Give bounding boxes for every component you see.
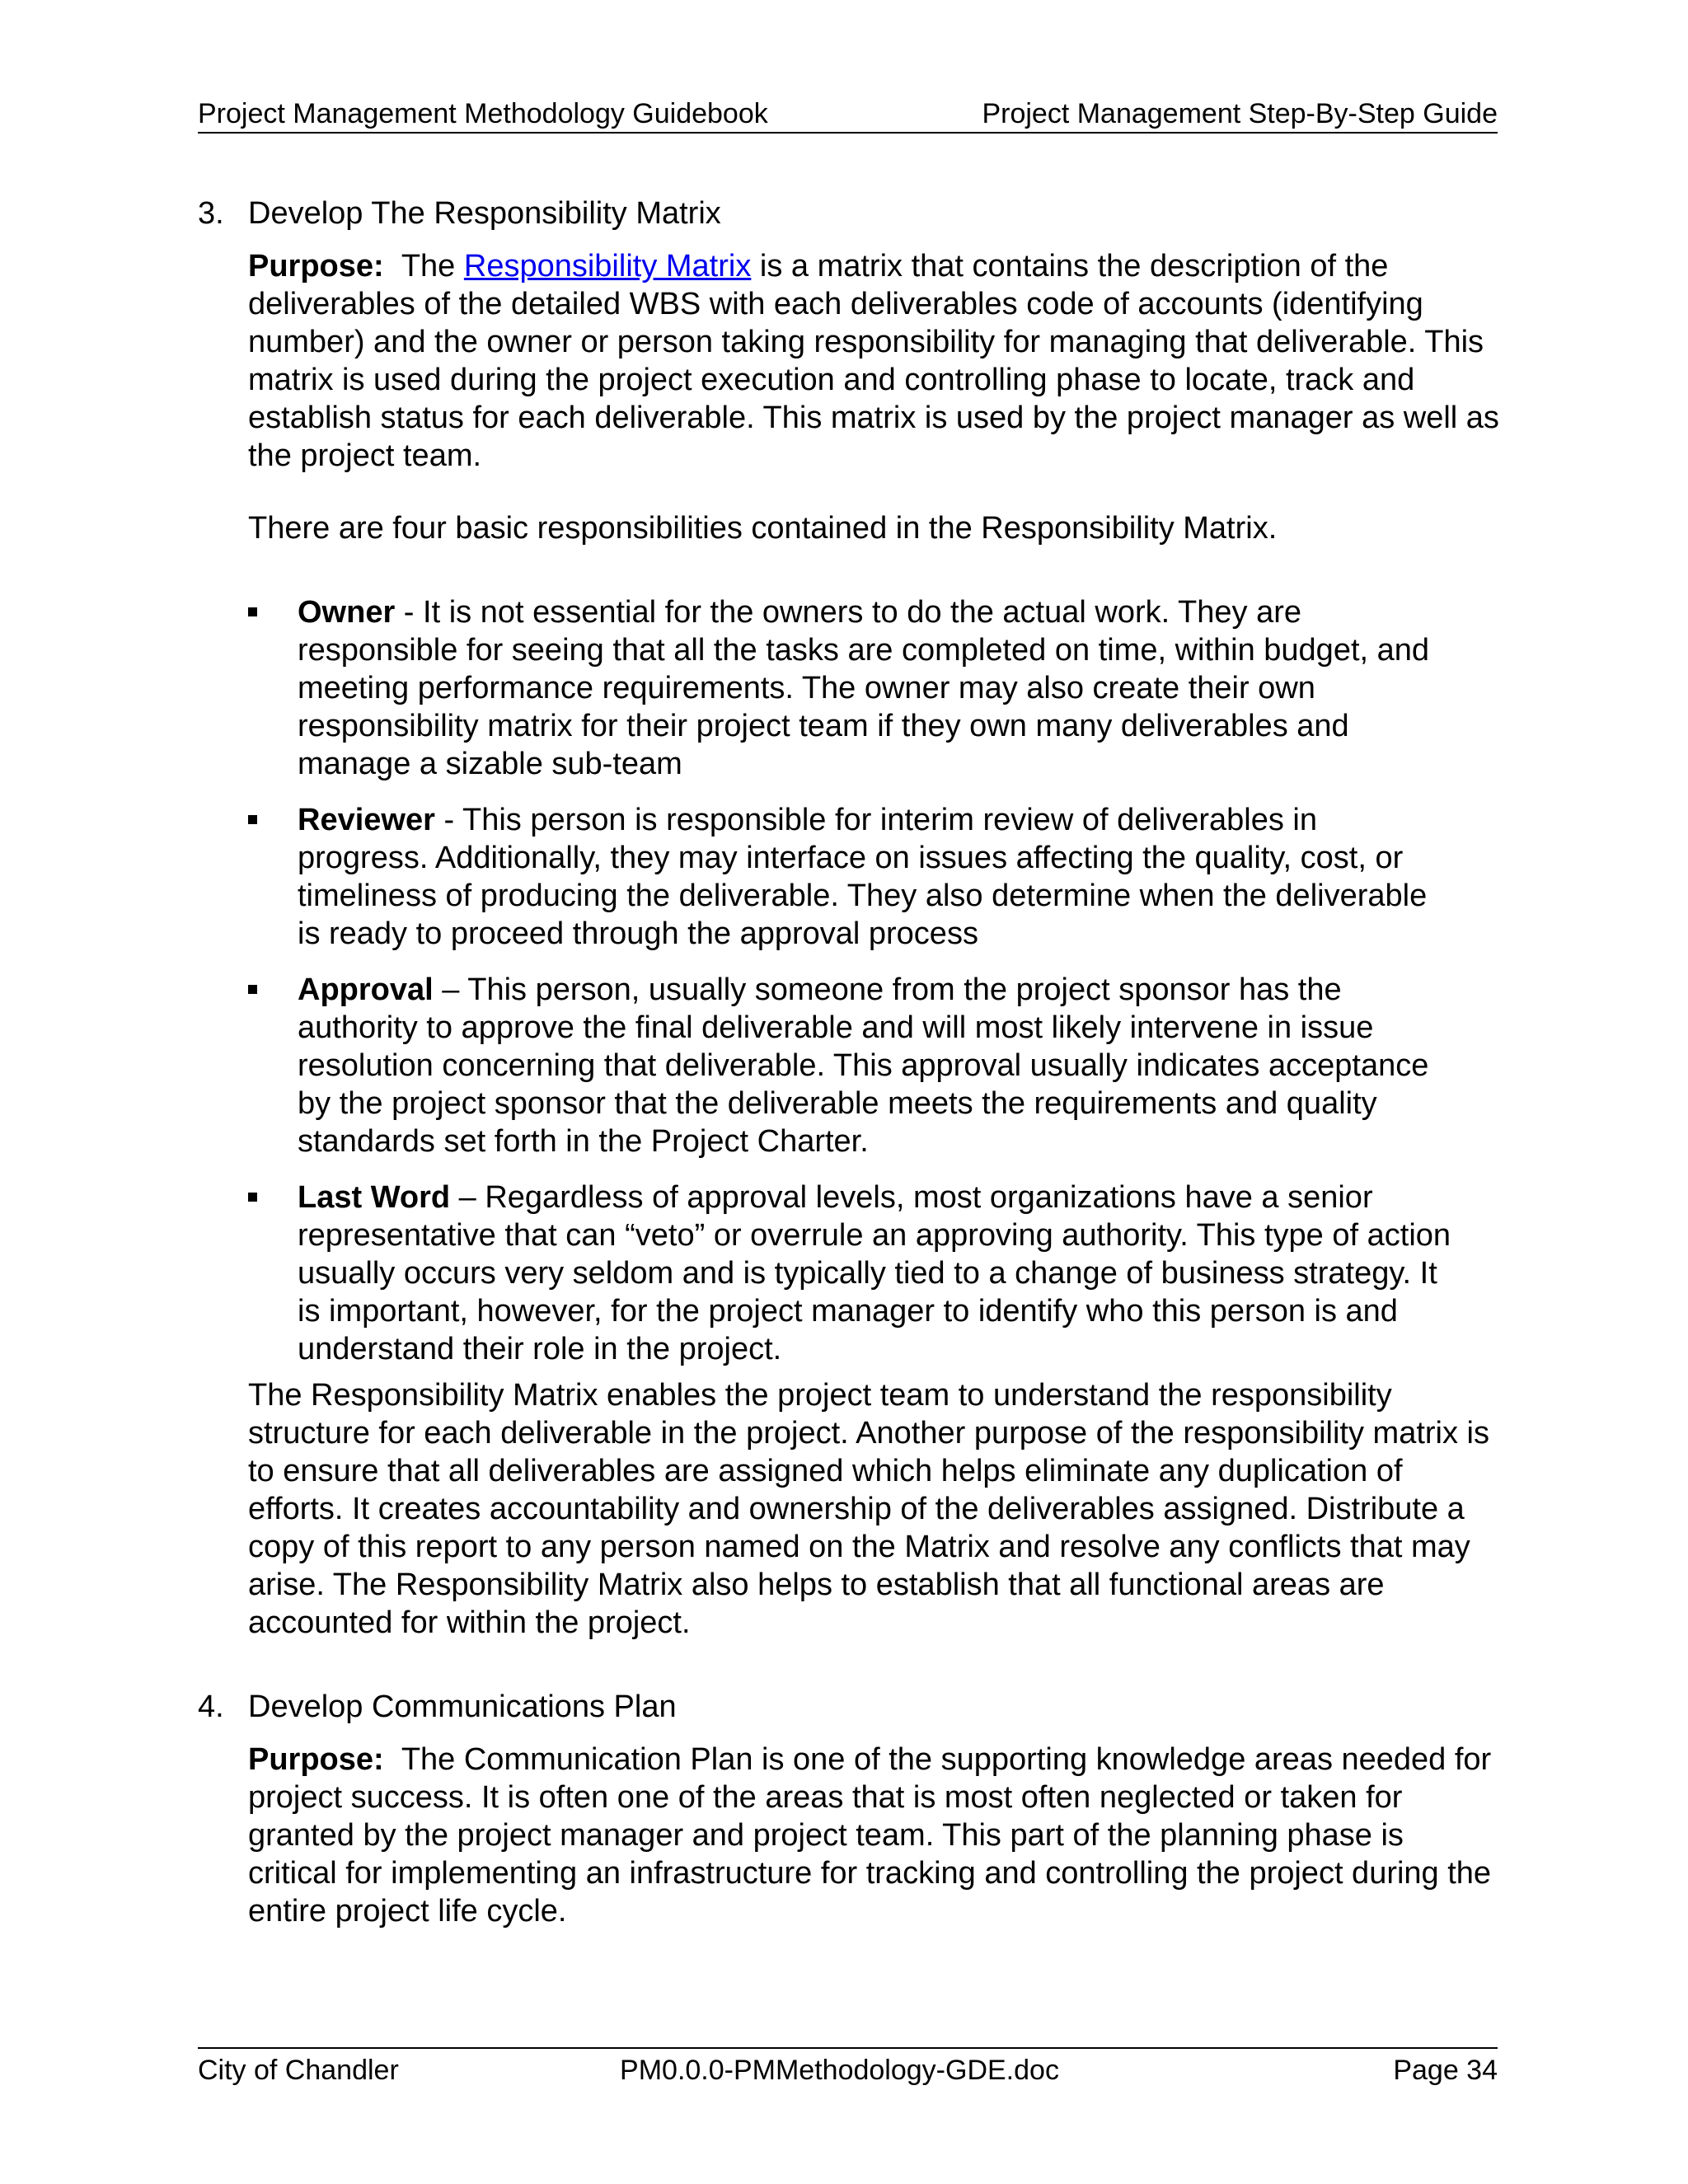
bullet-separator: -	[434, 803, 462, 837]
bullet-text: This person, usually someone from the project sponsor has the authority to approve the final deliverable and will most likely intervene in issue resolution concerning that deliverable. This approval usually indicates acceptance by the project sponsor that the deliverable meets the requirements and quality standards set forth in the Project Charter.	[298, 972, 1429, 1159]
bullet-separator: –	[450, 1180, 485, 1215]
section-4-number: 4.	[198, 1690, 224, 1724]
section-4-heading	[198, 1688, 1500, 1726]
page-header	[198, 97, 1498, 134]
bullet-term: Reviewer	[298, 803, 435, 837]
section-4-title: Develop Communications Plan	[248, 1690, 677, 1724]
section-3-closing	[248, 1376, 1501, 1688]
section-3-purpose-paragraph	[248, 247, 1501, 475]
page-footer	[198, 2047, 1498, 2087]
list-item-owner	[248, 593, 1451, 783]
closing-paragraph: The Responsibility Matrix enables the project team to understand the responsibility structure for each deliverable in the project. Another purpose of the responsibility matrix is to ensure that all deliverables are assigned which helps eliminate any duplication of efforts. It creates accountability and ownership of the deliverables assigned. Distribute a copy of this report to any person named on the Matrix and resolve any conflicts that may arise. The Responsibility Matrix also helps to establish that all functional areas are accounted for within the project.	[248, 1378, 1489, 1640]
square-bullet-icon	[248, 985, 257, 994]
bullet-text: Regardless of approval levels, most organizations have a senior representative that can “veto” or overrule an approving authority. This type of action usually occurs very seldom and is typically tied to a change of business strategy. It is important, however, for the project manager to identify who this person is and understand their role in the project.	[298, 1180, 1451, 1366]
square-bullet-icon	[248, 815, 257, 824]
bullet-term: Approval	[298, 972, 434, 1007]
bullet-text: It is not essential for the owners to do the actual work. They are responsible for seeing that all the tasks are completed on time, within budget, and meeting performance requirements. The owner may also create their own responsibility matrix for their project team if they own many deliverables and manage a sizable sub-team	[298, 595, 1430, 781]
bullet-term: Owner	[298, 595, 396, 630]
list-item-last-word	[248, 1179, 1451, 1368]
purpose-body-text: The Communication Plan is one of the supporting knowledge areas needed for project success. It is often one of the areas that is most often neglected or taken for granted by the project manager and project team. This part of the planning phase is critical for implementing an infrastructure for tracking and controlling the project during the entire project life cycle.	[248, 1742, 1492, 1929]
header-left-title: Project Management Methodology Guidebook	[198, 98, 768, 129]
purpose-label: Purpose:	[248, 1742, 384, 1777]
footer-organization: City of Chandler	[198, 2055, 399, 2086]
footer-filename: PM0.0.0-PMMethodology-GDE.doc	[620, 2055, 1059, 2086]
section-3-purpose	[248, 247, 1501, 593]
square-bullet-icon	[248, 1193, 257, 1202]
list-item-reviewer	[248, 801, 1451, 953]
responsibility-matrix-link[interactable]: Responsibility Matrix	[463, 249, 752, 284]
bullet-separator: –	[433, 972, 468, 1007]
header-right-title: Project Management Step-By-Step Guide	[982, 98, 1498, 129]
section-3-heading	[198, 194, 1500, 232]
section-3-title: Develop The Responsibility Matrix	[248, 196, 721, 231]
list-item-approval	[248, 971, 1451, 1160]
square-bullet-icon	[248, 607, 257, 616]
footer-page-number: Page 34	[1393, 2055, 1498, 2086]
responsibility-list	[198, 593, 1500, 1368]
page-content	[198, 194, 1500, 1930]
purpose-label: Purpose:	[248, 249, 384, 284]
bullet-text: This person is responsible for interim review of deliverables in progress. Additionally, they may interface on issues affecting the quality, cost, or timeliness of producing the deliverable. They also determine when the deliverable is ready to proceed through the approval process	[298, 803, 1428, 951]
bullet-separator: -	[395, 595, 424, 630]
section-4-purpose	[248, 1741, 1501, 1930]
bullet-term: Last Word	[298, 1180, 451, 1215]
purpose-pre-text: The	[401, 249, 456, 284]
purpose-body-text: is a matrix that contains the description of the deliverables of the detailed WBS with each deliverables code of accounts (identifying number) and the owner or person taking responsibility for managing that deliverable. This matrix is used during the project execution and controlling phase to locate, track and establish status for each deliverable. This matrix is used by the project manager as well as the project team.	[248, 249, 1499, 473]
responsibilities-intro: There are four basic responsibilities contained in the Responsibility Matrix.	[248, 511, 1278, 546]
section-4-purpose-paragraph	[248, 1741, 1501, 1930]
section-3-number: 3.	[198, 196, 224, 231]
